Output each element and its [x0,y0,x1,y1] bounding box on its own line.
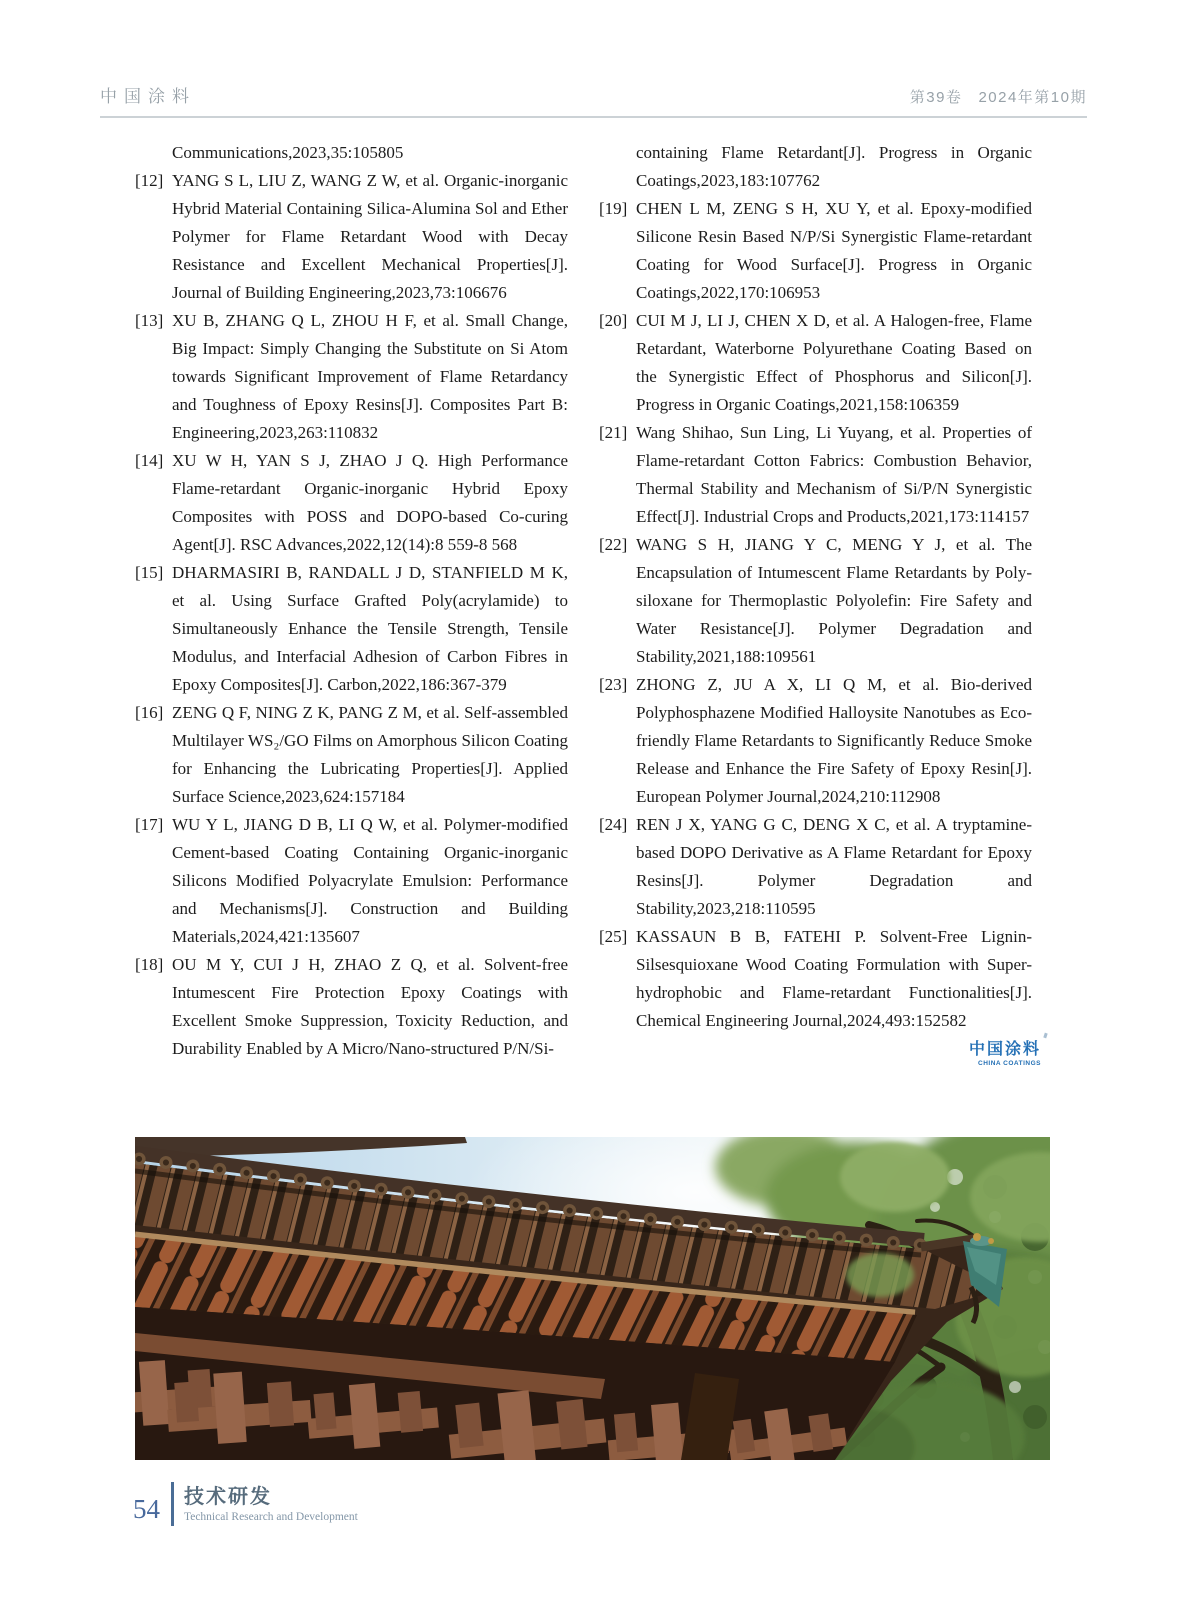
reference-number: [16] [135,703,164,722]
issue-info [910,86,1087,107]
reference-number: [21] [599,423,628,442]
reference-item [599,139,1032,195]
page-header [100,82,1087,118]
footer-divider [171,1482,174,1526]
reference-item [599,195,1032,307]
reference-text: ZHONG Z, JU A X, LI Q M, et al. Bio-derived Polyphosphazene Modified Halloysite Nanotubes as Eco-friendly Flame Retardants to Significantly Reduce Smoke Release and Enhance the Fire Safety of Epoxy Resin[J]. European Polymer Journal,2024,210:112908 [636,675,1032,806]
reference-text: Wang Shihao, Sun Ling, Li Yuyang, et al. Properties of Flame-retardant Cotton Fabrics: Combustion Behavior, Thermal Stability and Mechanism of Si/P/N Synergistic Effect[J]. Industrial Crops and Products,2021,173:114157 [636,423,1032,526]
reference-item [135,307,568,447]
reference-number: [19] [599,199,628,218]
section-title-cn: 技术研发 [184,1486,272,1508]
reference-text: containing Flame Retardant[J]. Progress in Organic Coatings,2023,183:107762 [636,143,1032,190]
reference-list [135,139,1032,1063]
reference-number: [18] [135,955,164,974]
reference-text: KASSAUN B B, FATEHI P. Solvent-Free Lignin-Silsesquioxane Wood Coating Formulation with Super-hydrophobic and Flame-retardant Functionalities[J]. Chemical Engineering Journal,2024,493:152582 [636,927,1032,1030]
reference-number: [15] [135,563,164,582]
reference-number: [20] [599,311,628,330]
reference-text: DHARMASIRI B, RANDALL J D, STANFIELD M K, et al. Using Surface Grafted Poly(acrylamide) to Simultaneously Enhance the Tensile Strength, Tensile Modulus, and Interfacial Adhesion of Carbon Fibres in Epoxy Composites[J]. Carbon,2022,186:367-379 [172,563,568,694]
reference-column-right [599,139,1032,1063]
reference-item [135,139,568,167]
reference-number: [17] [135,815,164,834]
reference-text: REN J X, YANG G C, DENG X C, et al. A tryptamine-based DOPO Derivative as A Flame Retardant for Epoxy Resins[J]. Polymer Degradation and Stability,2023,218:110595 [636,815,1032,918]
reference-text: WANG S H, JIANG Y C, MENG Y J, et al. The Encapsulation of Intumescent Flame Retardants by Poly-siloxane for Thermoplastic Polyolefin: Fire Safety and Water Resistance[J]. Polymer Degradation and Stability,2021,188:109561 [636,535,1032,666]
reference-item [599,531,1032,671]
reference-number: [14] [135,451,164,470]
reference-text: CUI M J, LI J, CHEN X D, et al. A Halogen-free, Flame Retardant, Waterborne Polyurethane Coating Based on the Synergistic Effect of Phosphorus and Silicon[J]. Progress in Organic Coatings,2021,158:106359 [636,311,1032,414]
reference-text: OU M Y, CUI J H, ZHAO Z Q, et al. Solvent-free Intumescent Fire Protection Epoxy Coatings with Excellent Smoke Suppression, Toxicity Reduction, and Durability Enabled by A Micro/Nano-structured P/N/Si- [172,955,568,1058]
reference-item [135,167,568,307]
reference-text: YANG S L, LIU Z, WANG Z W, et al. Organic-inorganic Hybrid Material Containing Silica-Alumina Sol and Ether Polymer for Flame Retardant Wood with Decay Resistance and Excellent Mechanical Properties[J]. Journal of Building Engineering,2023,73:106676 [172,171,568,302]
reference-item [599,419,1032,531]
reference-item [599,671,1032,811]
reference-item [135,811,568,951]
page-number: 54 [133,1493,160,1524]
reference-number: [13] [135,311,164,330]
reference-text: XU B, ZHANG Q L, ZHOU H F, et al. Small Change, Big Impact: Simply Changing the Substitute on Si Atom towards Significant Improvement of Flame Retardancy and Toughness of Epoxy Resins[J]. Composites Part B: Engineering,2023,263:110832 [172,311,568,442]
reference-number: [25] [599,927,628,946]
volume-label: 第39卷 [909,89,963,106]
reference-item [135,951,568,1063]
reference-item [599,811,1032,923]
issue-label: 2024年第10期 [978,89,1087,106]
reference-text: ZENG Q F, NING Z K, PANG Z M, et al. Self-assembled Multilayer WS₂/GO Films on Amorphous Silicon Coating for Enhancing the Lubricating Properties[J]. Applied Surface Science,2023,624:157184 [172,703,568,806]
journal-title: 中国涂料 [100,87,196,106]
logo-cn-text: 中国涂料 [969,1036,1041,1059]
reference-item [135,699,568,811]
china-coatings-logo [969,1036,1041,1067]
reference-text: Communications,2023,35:105805 [172,143,404,162]
reference-text: XU W H, YAN S J, ZHAO J Q. High Performance Flame-retardant Organic-inorganic Hybrid Epoxy Composites with POSS and DOPO-based Co-curing Agent[J]. RSC Advances,2022,12(14):8 559-8 568 [172,451,568,554]
reference-number: [22] [599,535,628,554]
reference-item [599,923,1032,1035]
reference-item [135,559,568,699]
reference-number: [23] [599,675,628,694]
reference-text: WU Y L, JIANG D B, LI Q W, et al. Polymer-modified Cement-based Coating Containing Organic-inorganic Silicons Modified Polyacrylate Emulsion: Performance and Mechanisms[J]. Construction and Building Materials,2024,421:135607 [172,815,568,946]
page-footer [133,1482,358,1526]
reference-text: CHEN L M, ZENG S H, XU Y, et al. Epoxy-modified Silicone Resin Based N/P/Si Synergistic Flame-retardant Coating for Wood Surface[J]. Progress in Organic Coatings,2022,170:106953 [636,199,1032,302]
section-title-en: Technical Research and Development [184,1511,358,1523]
reference-item [599,307,1032,419]
reference-item [135,447,568,559]
temple-roof-photo [135,1137,1050,1460]
reference-column-left [135,139,568,1063]
temple-photo-illustration [135,1137,1050,1460]
logo-en-text: CHINA COATINGS [978,1060,1041,1067]
reference-number: [24] [599,815,628,834]
reference-number: [12] [135,171,164,190]
